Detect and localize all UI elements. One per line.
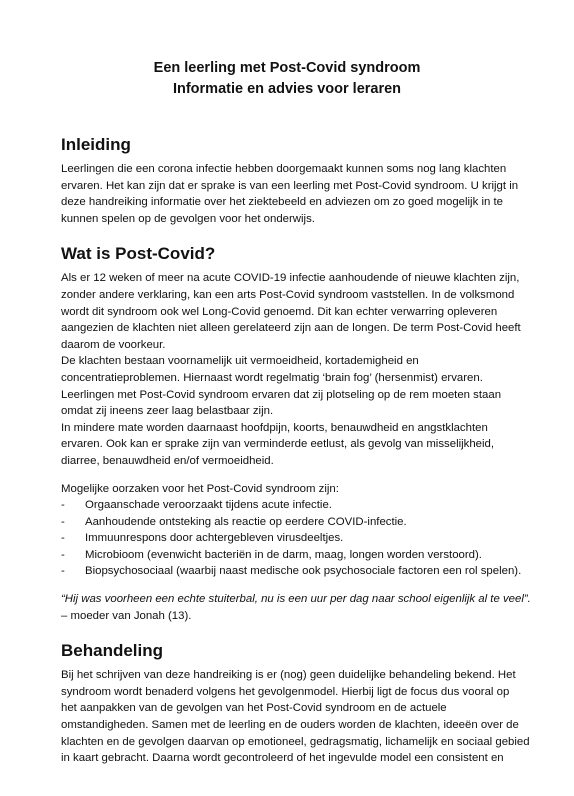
text-line: omstandigheden. Samen met de leerling en de ouders worden de klachten, ideeën over de [61, 719, 519, 732]
list-item [61, 497, 531, 514]
text-line: daarom de voorkeur. [61, 338, 166, 351]
text-line: Bij het schrijven van deze handreiking is er (nog) geen duidelijke behandeling bekend. Het [61, 669, 516, 682]
list-item [61, 563, 531, 580]
list-item-text: Immuunrespons door achtergebleven virusdeeltjes. [85, 532, 344, 545]
bullet-marker: - [61, 565, 65, 578]
text-line: In mindere mate worden daarnaast hoofdpijn, koorts, benauwdheid en angstklachten [61, 421, 488, 434]
list-item [61, 547, 531, 564]
list-item-text: Aanhoudende ontsteking als reactie op eerdere COVID-infectie. [85, 515, 407, 528]
section-heading-wat-is-post-covid: Wat is Post-Covid? [61, 244, 216, 264]
quote-attribution: – moeder van Jonah (13). [61, 609, 192, 622]
text-line: concentratieproblemen. Hiernaast wordt regelmatig ‘brain fog’ (hersenmist) ervaren. [61, 371, 483, 384]
text-line: wordt dit syndroom ook wel Long-Covid genoemd. Dit kan echter verwarring opleveren [61, 305, 498, 318]
section-heading-behandeling: Behandeling [61, 641, 164, 661]
document-title [0, 58, 574, 100]
causes-list [61, 497, 531, 580]
bullet-marker: - [61, 532, 65, 545]
list-item-text: Microbioom (evenwicht bacteriën in de darm, maag, longen worden verstoord). [85, 548, 482, 561]
text-line: het aanpakken van de gevolgen van het Post-Covid syndroom en de actuele [61, 702, 447, 715]
text-line: in kaart gebracht. Daarna wordt gecontroleerd of het ingevulde model een consistent en [61, 752, 504, 765]
paragraph-wat-is-post-covid [61, 270, 531, 469]
paragraph-behandeling [61, 667, 531, 767]
text-line: diarree, benauwdheid en/of vermoeidheid. [61, 454, 274, 467]
bullet-marker: - [61, 515, 65, 528]
list-item [61, 530, 531, 547]
text-line: zonder andere verklaring, kan een arts Post-Covid syndroom vaststellen. In de volksmond [61, 288, 515, 301]
bullet-marker: - [61, 548, 65, 561]
quote-block [61, 591, 531, 624]
text-line: ervaren. Ook kan er sprake zijn van verminderde eetlust, als gevolg van misselijkheid, [61, 438, 495, 451]
list-item-text: Orgaanschade veroorzaakt tijdens acute infectie. [85, 499, 332, 512]
list-item-text: Biopsychosociaal (waarbij naast medische ook psychosociale factoren een rol spelen). [85, 565, 522, 578]
text-line: deze handreiking informatie over het ziektebeeld en adviezen om zo goed mogelijk in te [61, 196, 503, 209]
text-line: aangezien de klachten niet alleen gerelateerd zijn aan de longen. De term Post-Covid heeft [61, 322, 521, 335]
text-line: omdat zij ineens zeer laag belastbaar zijn. [61, 405, 274, 418]
document-body [61, 134, 531, 767]
text-line: Leerlingen die een corona infectie hebben doorgemaakt kunnen soms nog lang klachten [61, 163, 507, 175]
text-line: kunnen spelen op de gevolgen voor het onderwijs. [61, 212, 315, 225]
section-heading-inleiding: Inleiding [61, 135, 131, 154]
paragraph-inleiding [61, 161, 531, 227]
list-item [61, 514, 531, 531]
quote-text: “Hij was voorheen een echte stuiterbal, nu is een uur per dag naar school eigenlijk al te veel”. [61, 593, 531, 606]
text-line: klachten en de gevolgen daarvan op emotioneel, gedragsmatig, lichamelijk en sociaal gebied [61, 735, 530, 748]
text-line: Als er 12 weken of meer na acute COVID-19 infectie aanhoudende of nieuwe klachten zijn, [61, 272, 520, 285]
bullet-marker: - [61, 499, 65, 512]
list-intro: Mogelijke oorzaken voor het Post-Covid syndroom zijn: [61, 482, 339, 495]
subtitle-line: Informatie en advies voor leraren [172, 81, 402, 97]
text-line: syndroom wordt benaderd volgens het gevolgenmodel. Hierbij ligt de focus dus vooral op [61, 685, 510, 698]
text-line: Leerlingen met Post-Covid syndroom ervaren dat zij plotseling op de rem moeten staan [61, 388, 502, 401]
text-line: ervaren. Het kan zijn dat er sprake is van een leerling met Post-Covid syndroom. U krijgt in [61, 179, 519, 192]
title-line: Een leerling met Post-Covid syndroom [153, 60, 421, 76]
text-line: De klachten bestaan voornamelijk uit vermoeidheid, kortademigheid en [61, 355, 419, 368]
